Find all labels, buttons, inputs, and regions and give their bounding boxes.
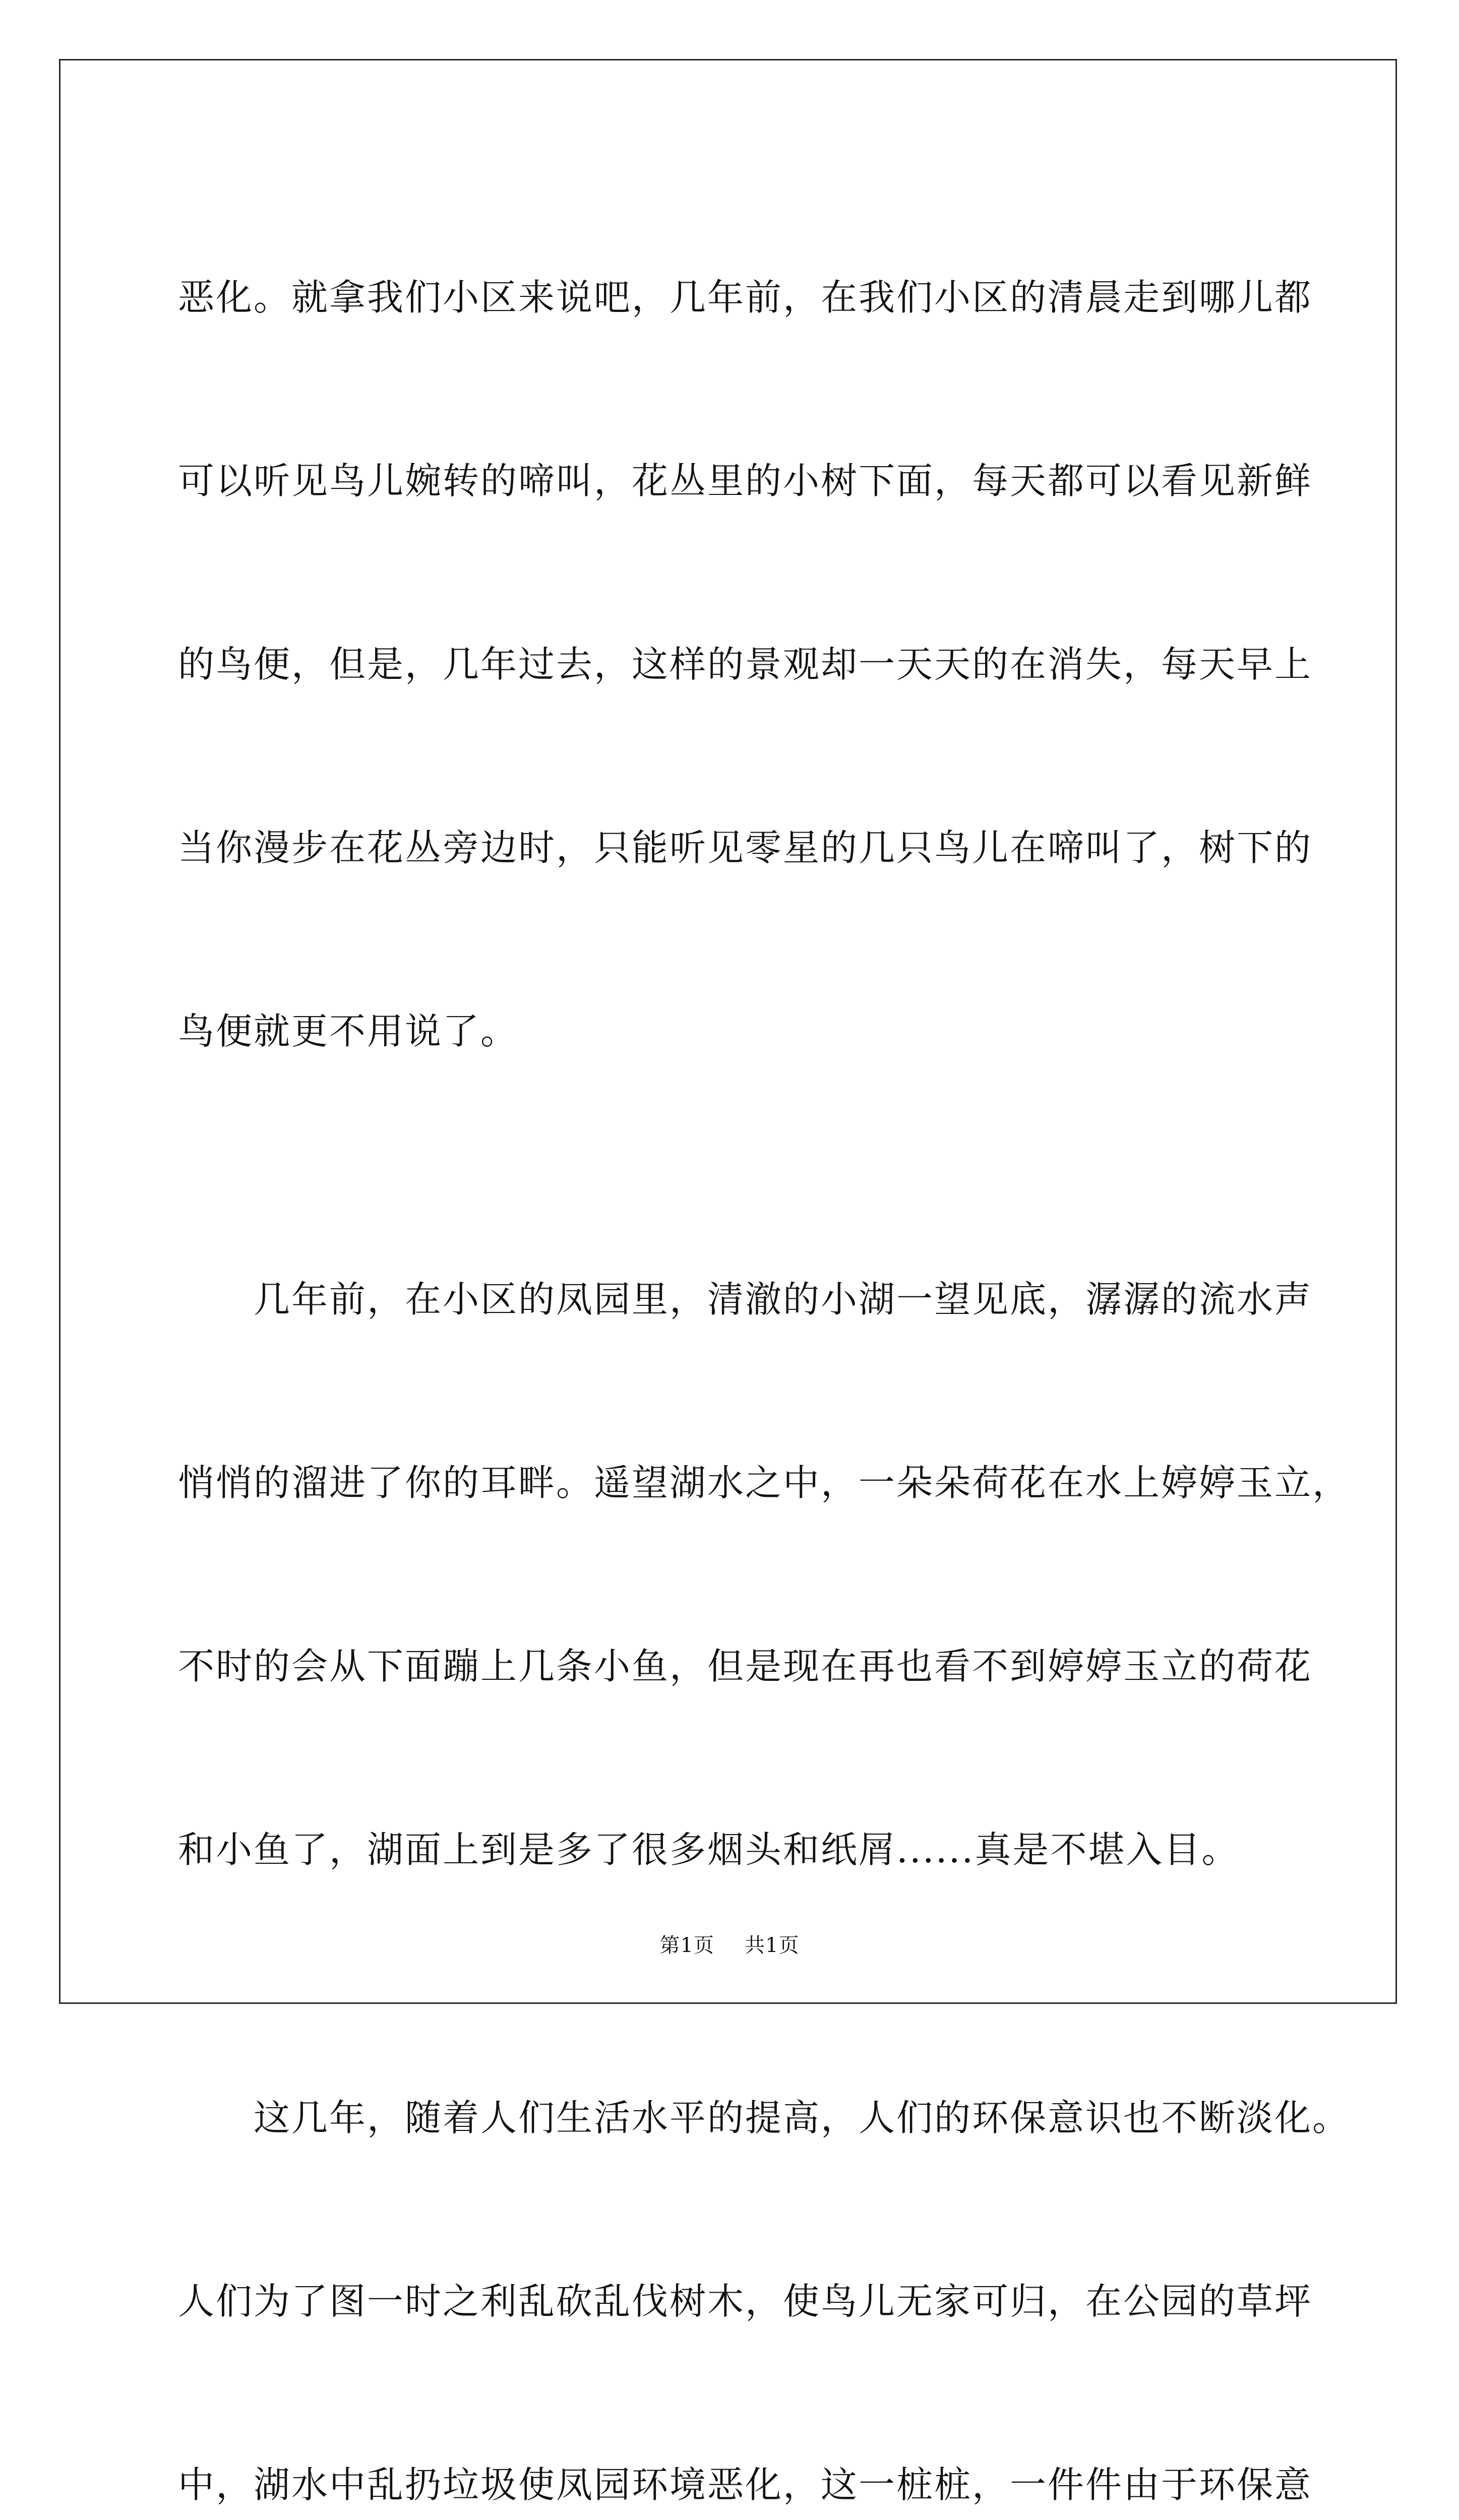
page-total: 共1页 <box>745 1934 800 1957</box>
text-line: 这几年，随着人们生活水平的提高，人们的环保意识也不断淡化。 <box>254 2097 1351 2139</box>
text-line: 可以听见鸟儿婉转的啼叫，花丛里的小树下面，每天都可以看见新鲜 <box>178 460 1313 502</box>
page-number: 第1页 <box>659 1934 714 1957</box>
page-footer <box>0 1929 1459 1958</box>
text-line: 中，湖水中乱扔垃圾使凤园环境恶化，这一桩桩，一件件由于环保意 <box>178 2464 1313 2506</box>
text-line: 当你漫步在花丛旁边时，只能听见零星的几只鸟儿在啼叫了，树下的 <box>178 827 1313 869</box>
paragraph <box>178 1187 1351 2006</box>
text-line: 几年前，在小区的凤园里，清澈的小湖一望见底，潺潺的流水声 <box>254 1278 1313 1320</box>
paragraph <box>178 185 1313 1187</box>
text-line: 鸟便就更不用说了。 <box>178 1010 519 1052</box>
document-body <box>178 185 1351 2520</box>
text-line: 的鸟便，但是，几年过去，这样的景观却一天天的在消失，每天早上 <box>178 643 1313 685</box>
text-line: 恶化。就拿我们小区来说吧，几年前，在我们小区的清晨走到哪儿都 <box>178 276 1313 319</box>
paragraph <box>178 2006 1351 2520</box>
text-line: 不时的会从下面蹦上几条小鱼，但是现在再也看不到婷婷玉立的荷花 <box>178 1645 1313 1687</box>
text-line: 和小鱼了，湖面上到是多了很多烟头和纸屑......真是不堪入目。 <box>178 1829 1240 1871</box>
text-line: 悄悄的溜进了你的耳畔。遥望湖水之中，一朵朵荷花在水上婷婷玉立， <box>178 1462 1351 1504</box>
text-line: 人们为了图一时之利乱砍乱伐树木，使鸟儿无家可归，在公园的草坪 <box>178 2280 1313 2322</box>
